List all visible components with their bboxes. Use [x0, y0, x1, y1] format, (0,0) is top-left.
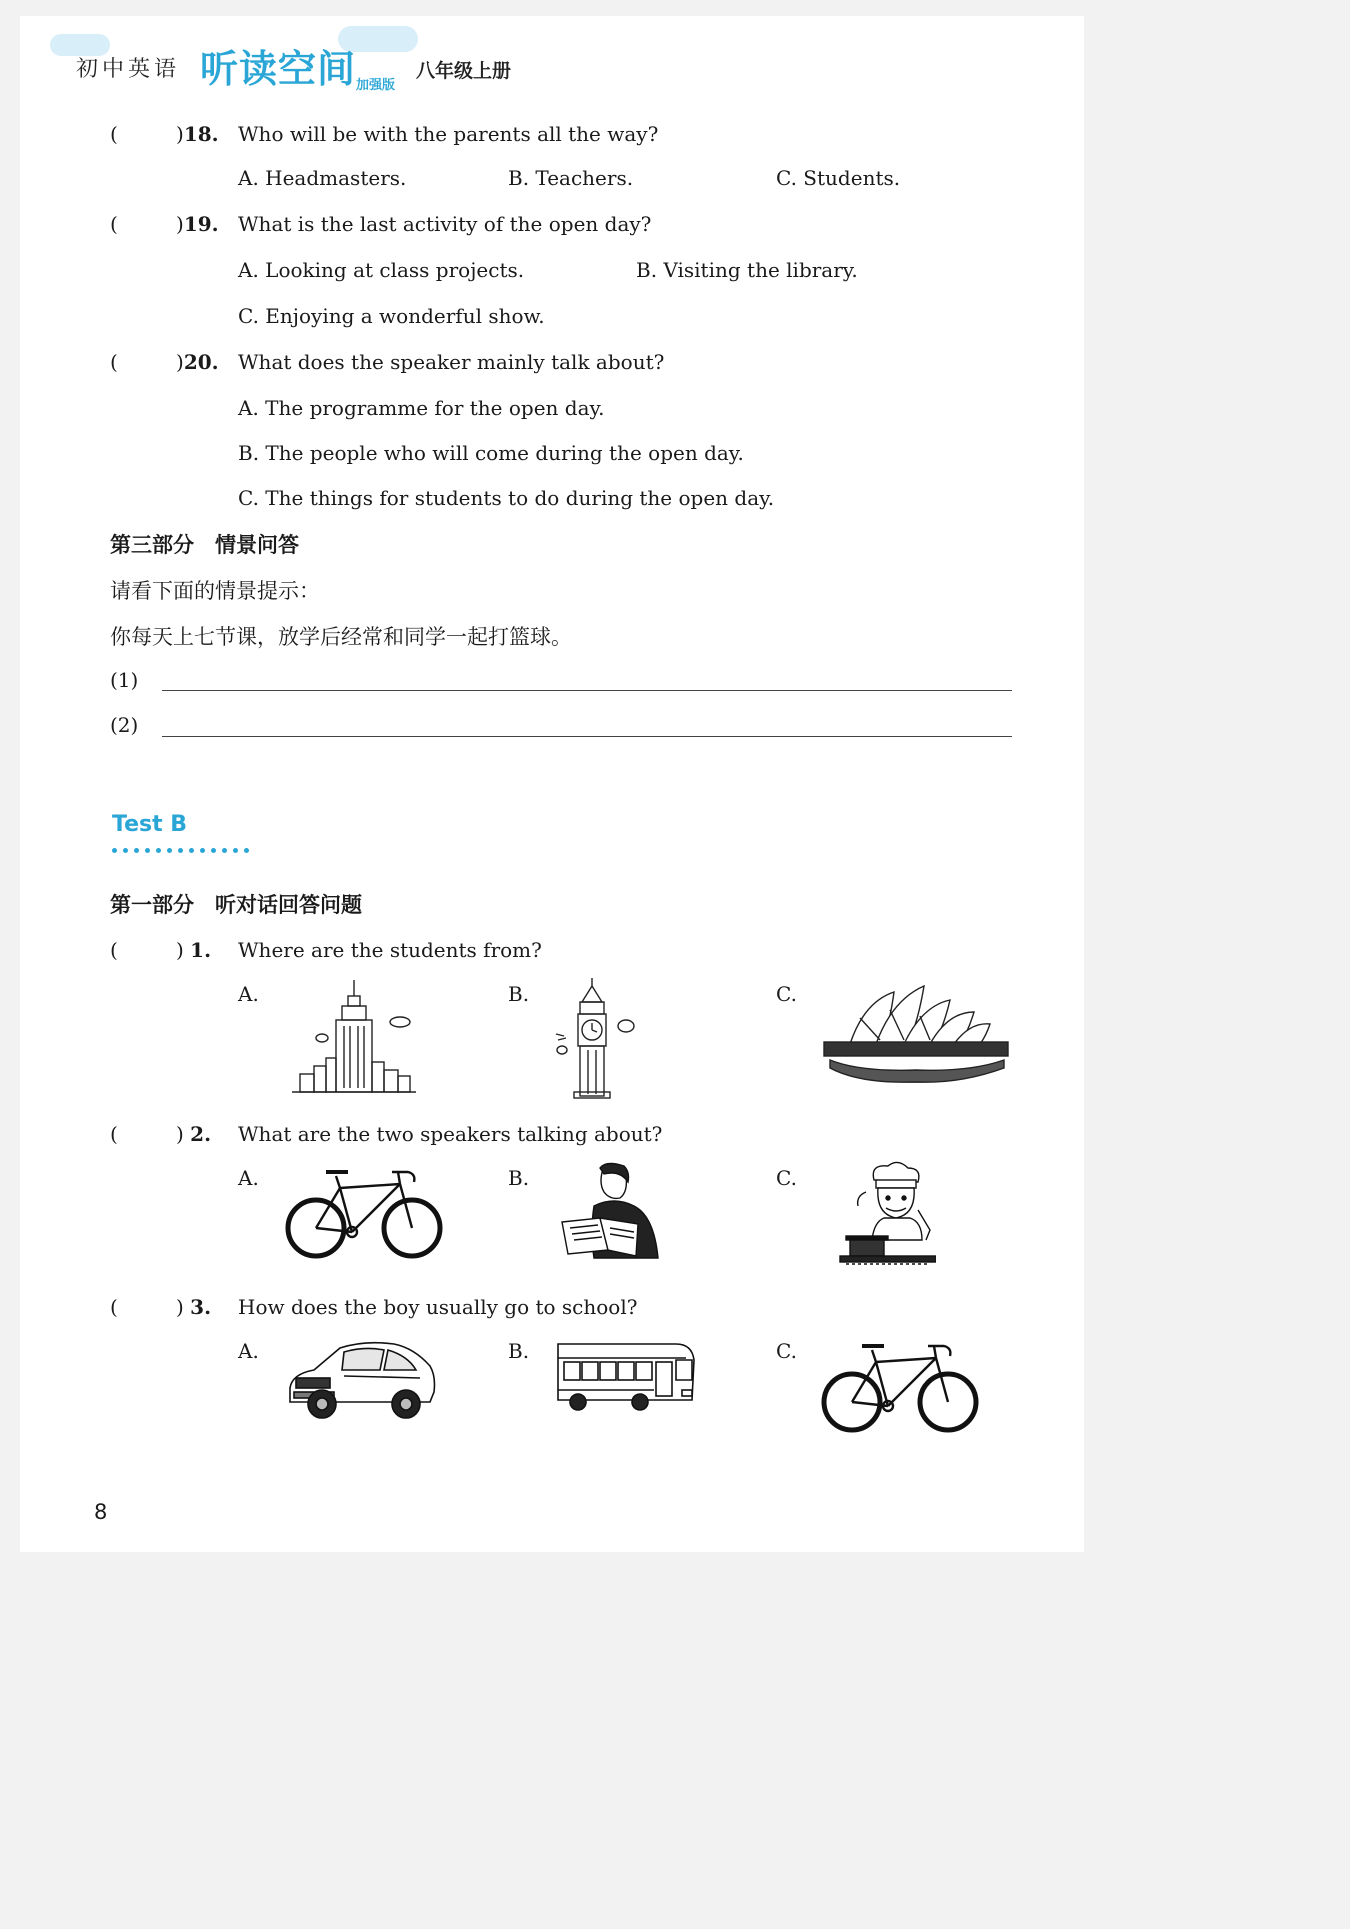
question-number: ) 1.	[176, 938, 212, 962]
option-a[interactable]: A. Looking at class projects.	[238, 258, 525, 282]
page-number: 8	[94, 1500, 108, 1524]
answer-paren[interactable]: (	[110, 350, 118, 374]
option-b[interactable]: B. Teachers.	[508, 166, 634, 190]
option-c[interactable]: C. Students.	[776, 166, 901, 190]
bicycle-icon[interactable]	[820, 1336, 982, 1436]
reading-person-icon[interactable]	[554, 1162, 664, 1266]
option-a[interactable]: A. The programme for the open day.	[238, 396, 605, 420]
test-b-title: Test B	[112, 812, 188, 837]
blank-label: (2)	[110, 713, 139, 737]
worksheet-page	[20, 16, 1084, 1552]
option-a[interactable]: A. Headmasters.	[238, 166, 407, 190]
option-c[interactable]: C. Enjoying a wonderful show.	[238, 304, 545, 328]
page-header	[20, 16, 1084, 116]
prompt-label: 请看下面的情景提示：	[110, 579, 320, 603]
question-text: Where are the students from?	[238, 938, 542, 962]
opera-house-icon[interactable]	[820, 978, 1012, 1086]
question-number: ) 2.	[176, 1122, 212, 1146]
question-text: What is the last activity of the open day?	[238, 212, 652, 236]
question-text: How does the boy usually go to school?	[238, 1295, 638, 1319]
question-number: )19.	[176, 212, 219, 236]
blank-label: (1)	[110, 668, 139, 692]
option-c[interactable]: C. The things for students to do during the open day.	[238, 486, 775, 510]
option-a-label[interactable]: A.	[238, 982, 259, 1006]
brand-logo: 听读空间	[200, 47, 357, 91]
prompt-text: 你每天上七节课，放学后经常和同学一起打篮球。	[110, 625, 572, 649]
clock-tower-icon[interactable]	[550, 976, 636, 1100]
answer-paren[interactable]: (	[110, 1295, 118, 1319]
bus-icon[interactable]	[556, 1340, 698, 1420]
option-a-label[interactable]: A.	[238, 1339, 259, 1363]
car-icon[interactable]	[284, 1336, 440, 1422]
section-heading: 第一部分 听对话回答问题	[110, 893, 362, 917]
question-text: What are the two speakers talking about?	[238, 1122, 663, 1146]
option-c-label[interactable]: C.	[776, 1166, 797, 1190]
dotted-underline	[112, 848, 249, 853]
question-number: )18.	[176, 122, 219, 146]
question-number: )20.	[176, 350, 219, 374]
skyscraper-icon[interactable]	[292, 978, 416, 1096]
answer-line[interactable]	[162, 690, 1012, 691]
option-c-label[interactable]: C.	[776, 1339, 797, 1363]
option-b-label[interactable]: B.	[508, 982, 530, 1006]
question-number: ) 3.	[176, 1295, 212, 1319]
section-heading: 第三部分 情景问答	[110, 533, 299, 557]
option-b[interactable]: B. The people who will come during the open day.	[238, 441, 744, 465]
book-series-title: 初中英语	[76, 57, 181, 82]
question-text: Who will be with the parents all the way?	[238, 122, 659, 146]
answer-line[interactable]	[162, 736, 1012, 737]
answer-paren[interactable]: (	[110, 122, 118, 146]
edition-label: 加强版	[356, 78, 396, 93]
question-text: What does the speaker mainly talk about?	[238, 350, 665, 374]
answer-paren[interactable]: (	[110, 938, 118, 962]
option-b-label[interactable]: B.	[508, 1166, 530, 1190]
option-c-label[interactable]: C.	[776, 982, 797, 1006]
answer-paren[interactable]: (	[110, 1122, 118, 1146]
option-b-label[interactable]: B.	[508, 1339, 530, 1363]
option-a-label[interactable]: A.	[238, 1166, 259, 1190]
option-b[interactable]: B. Visiting the library.	[636, 258, 858, 282]
grade-label: 八年级上册	[416, 60, 512, 82]
bicycle-icon[interactable]	[284, 1162, 446, 1262]
chef-cooking-icon[interactable]	[826, 1160, 936, 1272]
answer-paren[interactable]: (	[110, 212, 118, 236]
